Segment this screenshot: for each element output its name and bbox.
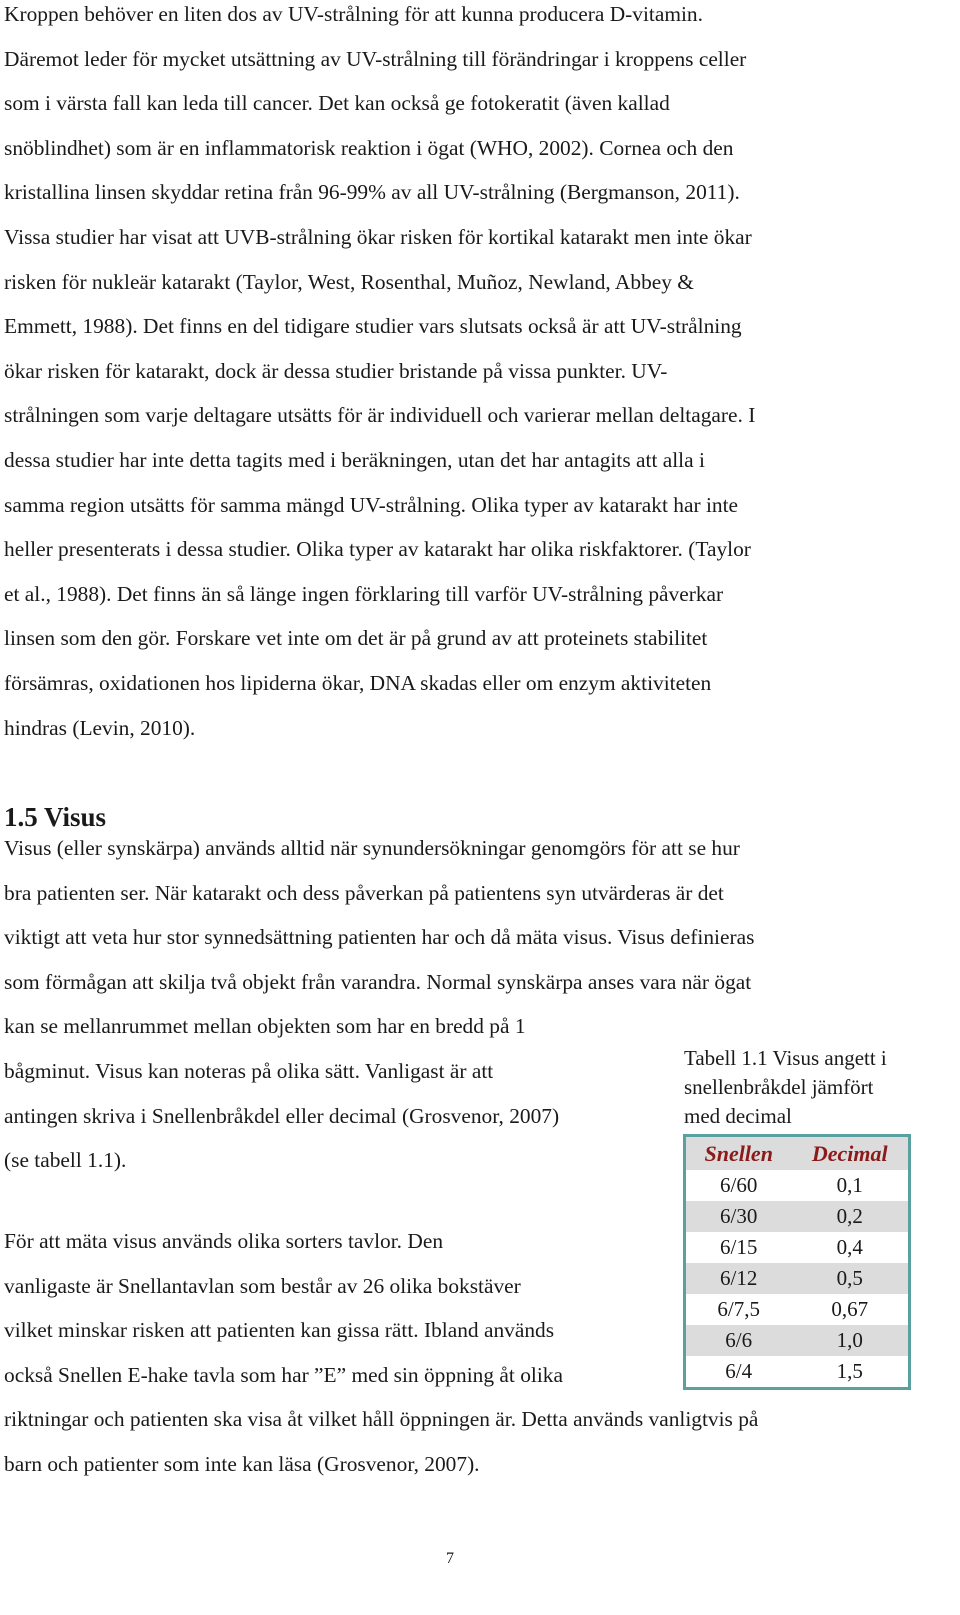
cell-snellen: 6/60	[720, 1173, 758, 1197]
header-snellen: Snellen	[685, 1136, 792, 1171]
page-number: 7	[446, 1550, 454, 1567]
cell-decimal: 0,4	[836, 1235, 863, 1259]
text-line: samma region utsätts för samma mängd UV-strålning. Olika typer av katarakt har inte	[4, 492, 739, 517]
cell-snellen: 6/12	[685, 1263, 792, 1294]
text-line: snöblindhet) som är en inflammatorisk reaktion i ögat (WHO, 2002). Cornea och den	[4, 135, 734, 160]
text-line: et al., 1988). Det finns än så länge ingen förklaring till varför UV-strålning påverkar	[4, 581, 724, 606]
section-heading: 1.5 Visus	[4, 802, 107, 832]
text-line: heller presenterats i dessa studier. Olika typer av katarakt har olika riskfaktorer. (Taylor	[4, 537, 751, 562]
text-line: barn och patienter som inte kan läsa (Grosvenor, 2007).	[4, 1451, 480, 1476]
text-line: För att mäta visus används olika sorters tavlor. Den	[4, 1229, 444, 1253]
table-row	[685, 1325, 910, 1356]
text-line: antingen skriva i Snellenbråkdel eller decimal (Grosvenor, 2007)	[4, 1103, 560, 1128]
cell-decimal: 1,5	[836, 1359, 863, 1383]
cell-decimal: 1,0	[791, 1325, 909, 1356]
text-line: bågminut. Visus kan noteras på olika sätt. Vanligast är att	[4, 1058, 494, 1083]
table-row	[685, 1263, 910, 1294]
text-line: riktningar och patienten ska visa åt vilket håll öppningen är. Detta används vanligtvis på	[4, 1407, 759, 1432]
cell-decimal: 0,1	[836, 1173, 863, 1197]
cell-decimal: 0,67	[831, 1297, 869, 1321]
table-row	[685, 1170, 910, 1201]
caption-line: snellenbråkdel jämfört	[684, 1075, 874, 1099]
text-line: kristallina linsen skyddar retina från 96-99% av all UV-strålning (Bergmanson, 2011).	[4, 180, 740, 205]
visus-table	[683, 1134, 911, 1390]
text-line: hindras (Levin, 2010).	[4, 715, 196, 740]
text-line: bra patienten ser. När katarakt och dess påverkan på patientens syn utvärderas är det	[4, 880, 724, 905]
text-line: vilket minskar risken att patienten kan gissa rätt. Ibland används	[4, 1318, 555, 1343]
text-line: strålningen som varje deltagare utsätts för är individuell och varierar mellan deltagare. I	[4, 403, 756, 428]
table-row	[685, 1294, 910, 1325]
text-line: vanligaste är Snellantavlan som består av 26 olika bokstäver	[4, 1273, 521, 1298]
table-caption	[684, 1044, 954, 1131]
caption-line: med decimal	[684, 1104, 792, 1128]
text-line: ökar risken för katarakt, dock är dessa studier bristande på vissa punkter. UV-	[4, 358, 668, 383]
text-line: (se tabell 1.1).	[4, 1148, 127, 1173]
text-line: som i värsta fall kan leda till cancer. Det kan också ge fotokeratit (även kallad	[4, 91, 670, 116]
paragraph-uv-radiation	[4, 0, 944, 750]
cell-snellen: 6/15	[720, 1235, 758, 1259]
cell-snellen: 6/6	[685, 1325, 792, 1356]
cell-snellen: 6/4	[725, 1359, 753, 1383]
cell-snellen: 6/30	[685, 1201, 792, 1232]
text-line: Visus (eller synskärpa) används alltid när synundersökningar genomgörs för att se hur	[4, 836, 740, 860]
text-line: viktigt att veta hur stor synnedsättning patienten har och då mäta visus. Visus definieras	[4, 925, 755, 950]
header-decimal: Decimal	[791, 1136, 909, 1171]
text-line: Vissa studier har visat att UVB-strålning ökar risken för kortikal katarakt men inte ökar	[4, 224, 752, 249]
cell-decimal: 0,5	[791, 1263, 909, 1294]
text-line: kan se mellanrummet mellan objekten som har en bredd på 1	[4, 1014, 526, 1039]
text-line: Däremot leder för mycket utsättning av UV-strålning till förändringar i kroppens celler	[4, 46, 747, 71]
table-header-row	[685, 1136, 910, 1171]
cell-snellen: 6/7,5	[717, 1297, 760, 1321]
text-line: Emmett, 1988). Det finns en del tidigare studier vars slutsats också är att UV-strålning	[4, 314, 742, 339]
text-line: risken för nukleär katarakt (Taylor, West, Rosenthal, Muñoz, Newland, Abbey &	[4, 269, 694, 294]
text-line: Kroppen behöver en liten dos av UV-strålning för att kunna producera D-vitamin.	[4, 2, 703, 26]
table-row	[685, 1201, 910, 1232]
text-line: som förmågan att skilja två objekt från varandra. Normal synskärpa anses vara när ögat	[4, 969, 752, 994]
caption-line: Tabell 1.1 Visus angett i	[684, 1046, 887, 1070]
text-line: också Snellen E-hake tavla som har ”E” med sin öppning åt olika	[4, 1362, 563, 1387]
table-row	[685, 1232, 910, 1263]
text-line: linsen som den gör. Forskare vet inte om det är på grund av att proteinets stabilitet	[4, 626, 708, 651]
text-line: försämras, oxidationen hos lipiderna ökar, DNA skadas eller om enzym aktiviteten	[4, 670, 712, 695]
text-line: dessa studier har inte detta tagits med i beräkningen, utan det har antagits att alla i	[4, 447, 705, 472]
table-row	[685, 1356, 910, 1389]
cell-decimal: 0,2	[791, 1201, 909, 1232]
